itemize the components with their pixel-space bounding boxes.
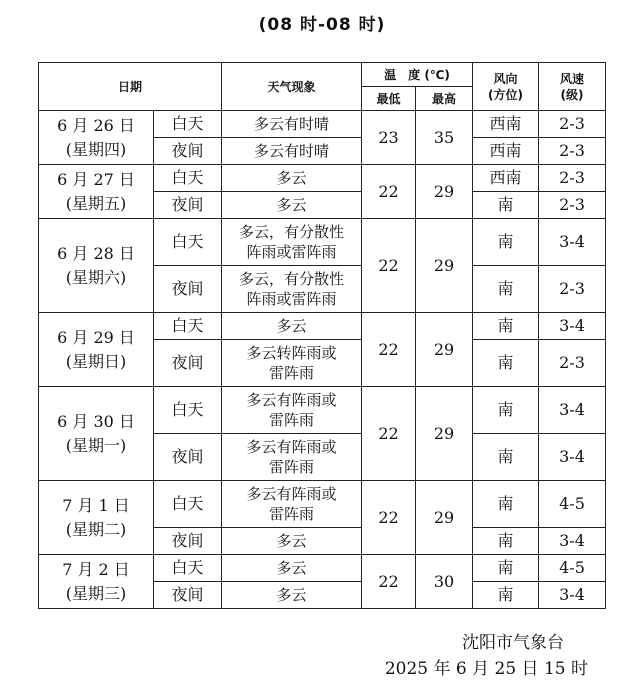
wind-speed-cell: 3-4 (539, 434, 606, 481)
wind-speed-cell: 2-3 (539, 266, 606, 313)
weekday-label: (星期日) (65, 351, 127, 371)
period-label: 夜间 (154, 138, 222, 165)
period-label: 白天 (154, 219, 222, 266)
weekday-label: (星期五) (65, 193, 127, 213)
temp-min-cell: 22 (362, 219, 416, 313)
period-label: 白天 (154, 111, 222, 138)
weekday-label: (星期二) (65, 519, 127, 539)
period-label: 白天 (154, 555, 222, 582)
wind-direction-cell: 南 (473, 192, 539, 219)
weekday-label: (星期三) (65, 583, 127, 603)
wind-direction-cell: 南 (473, 582, 539, 609)
weather-cell: 多云，有分散性 阵雨或雷阵雨 (222, 266, 362, 313)
date-label: 7 月 2 日 (62, 559, 130, 579)
wind-direction-cell: 西南 (473, 138, 539, 165)
weather-cell: 多云 (222, 582, 362, 609)
period-label: 夜间 (154, 192, 222, 219)
issue-time: 2025 年 6 月 25 日 15 时 (384, 659, 588, 679)
wind-speed-cell: 2-3 (539, 138, 606, 165)
header-temperature: 温 度 (℃) (362, 63, 473, 87)
temp-max-cell: 35 (416, 111, 473, 165)
weather-cell: 多云 (222, 192, 362, 219)
period-label: 白天 (154, 387, 222, 434)
header-temp-min: 最低 (362, 87, 416, 111)
date-cell (39, 555, 154, 609)
forecast-row-day (39, 165, 606, 192)
wind-direction-cell: 西南 (473, 111, 539, 138)
header-date: 日期 (39, 63, 222, 111)
wind-speed-cell: 2-3 (539, 165, 606, 192)
header-wind-direction: 风向 (方位) (473, 63, 539, 111)
forecast-row-day (39, 111, 606, 138)
forecast-table (38, 62, 606, 609)
temp-max-cell: 30 (416, 555, 473, 609)
forecast-row-day (39, 219, 606, 266)
weekday-label: (星期一) (65, 435, 127, 455)
forecast-body (39, 111, 606, 609)
header-weather: 天气现象 (222, 63, 362, 111)
date-label: 6 月 27 日 (57, 169, 135, 189)
period-label: 白天 (154, 481, 222, 528)
wind-speed-cell: 4-5 (539, 555, 606, 582)
period-label: 夜间 (154, 434, 222, 481)
header-temp-max: 最高 (416, 87, 473, 111)
forecast-row-day (39, 481, 606, 528)
weather-cell: 多云 (222, 555, 362, 582)
temp-min-cell: 23 (362, 111, 416, 165)
weather-cell: 多云 (222, 165, 362, 192)
weather-cell: 多云有时晴 (222, 138, 362, 165)
date-label: 6 月 29 日 (57, 327, 135, 347)
wind-direction-cell: 南 (473, 434, 539, 481)
temp-max-cell: 29 (416, 481, 473, 555)
wind-direction-cell: 西南 (473, 165, 539, 192)
weather-cell: 多云有阵雨或 雷阵雨 (222, 481, 362, 528)
period-label: 白天 (154, 313, 222, 340)
weather-cell: 多云有阵雨或 雷阵雨 (222, 387, 362, 434)
wind-direction-cell: 南 (473, 340, 539, 387)
wind-direction-cell: 南 (473, 219, 539, 266)
wind-direction-cell: 南 (473, 313, 539, 340)
date-cell (39, 313, 154, 387)
wind-direction-cell: 南 (473, 387, 539, 434)
date-cell (39, 111, 154, 165)
temp-min-cell: 22 (362, 313, 416, 387)
date-cell (39, 387, 154, 481)
temp-min-cell: 22 (362, 481, 416, 555)
wind-speed-cell: 3-4 (539, 313, 606, 340)
temp-max-cell: 29 (416, 165, 473, 219)
weekday-label: (星期六) (65, 267, 127, 287)
wind-direction-cell: 南 (473, 528, 539, 555)
temp-min-cell: 22 (362, 387, 416, 481)
wind-speed-cell: 2-3 (539, 192, 606, 219)
date-label: 6 月 26 日 (57, 115, 135, 135)
wind-direction-cell: 南 (473, 481, 539, 528)
issuing-organization: 沈阳市气象台 (462, 633, 564, 653)
period-label: 夜间 (154, 528, 222, 555)
wind-speed-cell: 4-5 (539, 481, 606, 528)
temp-max-cell: 29 (416, 313, 473, 387)
wind-speed-cell: 3-4 (539, 528, 606, 555)
temp-max-cell: 29 (416, 219, 473, 313)
date-cell (39, 219, 154, 313)
wind-speed-cell: 3-4 (539, 582, 606, 609)
weather-cell: 多云转阵雨或 雷阵雨 (222, 340, 362, 387)
date-label: 6 月 28 日 (57, 243, 135, 263)
page-title: (08 时-08 时) (258, 15, 386, 35)
period-label: 白天 (154, 165, 222, 192)
temp-min-cell: 22 (362, 165, 416, 219)
header-wind-speed: 风速 (级) (539, 63, 606, 111)
period-label: 夜间 (154, 266, 222, 313)
temp-min-cell: 22 (362, 555, 416, 609)
period-label: 夜间 (154, 582, 222, 609)
date-label: 6 月 30 日 (57, 411, 135, 431)
weather-cell: 多云有时晴 (222, 111, 362, 138)
weather-cell: 多云有阵雨或 雷阵雨 (222, 434, 362, 481)
wind-speed-cell: 2-3 (539, 111, 606, 138)
wind-speed-cell: 3-4 (539, 387, 606, 434)
period-label: 夜间 (154, 340, 222, 387)
forecast-row-day (39, 387, 606, 434)
date-label: 7 月 1 日 (62, 495, 130, 515)
wind-direction-cell: 南 (473, 266, 539, 313)
weather-cell: 多云 (222, 313, 362, 340)
wind-speed-cell: 3-4 (539, 219, 606, 266)
forecast-row-day (39, 313, 606, 340)
weekday-label: (星期四) (65, 139, 127, 159)
forecast-row-day (39, 555, 606, 582)
weather-cell: 多云 (222, 528, 362, 555)
weather-cell: 多云，有分散性 阵雨或雷阵雨 (222, 219, 362, 266)
wind-speed-cell: 2-3 (539, 340, 606, 387)
date-cell (39, 165, 154, 219)
temp-max-cell: 29 (416, 387, 473, 481)
date-cell (39, 481, 154, 555)
wind-direction-cell: 南 (473, 555, 539, 582)
